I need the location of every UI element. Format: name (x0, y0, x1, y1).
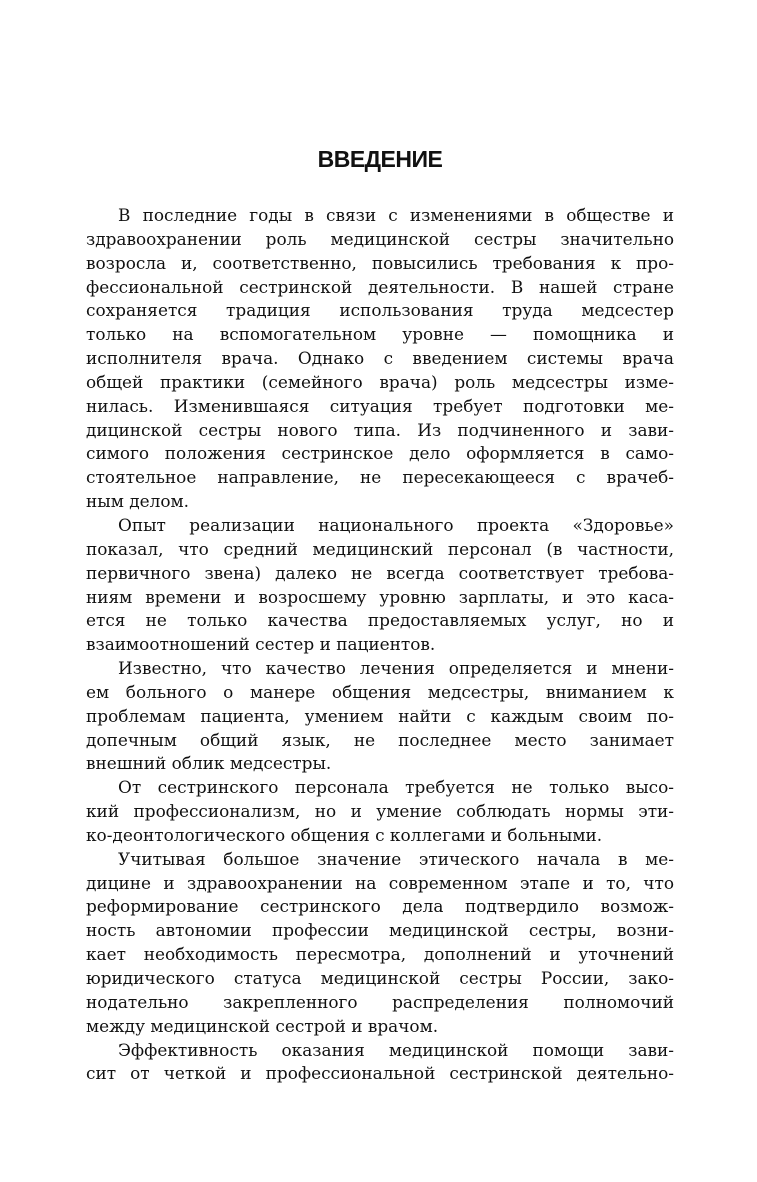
text-line: В последние годы в связи с изменениями в обществе и (118, 205, 674, 225)
text-line: Эффективность оказания медицинской помощи зави- (118, 1039, 674, 1060)
text-line: ется не только качества предоставляемых услуг, но и (86, 610, 674, 631)
text-line: только на вспомогательном уровне — помощника и (86, 324, 674, 345)
text-line: От сестринского персонала требуется не только высо- (118, 777, 674, 798)
text-line: сохраняется традиция использования труда медсестер (86, 300, 674, 321)
text-line: Опыт реализации национального проекта «Здоровье» (118, 514, 674, 535)
text-line: здравоохранении роль медицинской сестры значительно (86, 228, 674, 249)
text-line: ко-деонтологического общения с коллегами и больными. (86, 824, 603, 845)
text-line: исполнителя врача. Однако с введением системы врача (86, 348, 674, 369)
text-line: стоятельное направление, не пересекающееся с врачеб- (86, 467, 674, 488)
text-line: нилась. Изменившаяся ситуация требует подготовки ме- (86, 395, 674, 416)
text-line: ность автономии профессии медицинской сестры, возни- (86, 920, 674, 941)
text-line: между медицинской сестрой и врачом. (86, 1015, 439, 1036)
text-line: допечным общий язык, не последнее место занимает (86, 729, 674, 750)
text-line: фессиональной сестринской деятельности. В нашей стране (86, 276, 674, 297)
text-line: реформирование сестринского дела подтвердило возмож- (86, 896, 674, 917)
text-line: проблемам пациента, умением найти с каждым своим по- (86, 705, 674, 726)
text-line: сит от четкой и профессиональной сестринской деятельно- (86, 1063, 674, 1084)
text-line: дицинской сестры нового типа. Из подчиненного и зави- (86, 419, 674, 440)
text-line: внешний облик медсестры. (86, 753, 332, 774)
text-line: Учитывая большое значение этического начала в ме- (118, 848, 674, 869)
text-line: кает необходимость пересмотра, дополнений и уточнений (86, 944, 674, 965)
text-line: Известно, что качество лечения определяется и мнени- (118, 658, 674, 679)
text-line: возросла и, соответственно, повысились требования к про- (86, 252, 674, 273)
text-line: ным делом. (86, 491, 190, 512)
text-line: показал, что средний медицинский персонал (в частности, (86, 538, 674, 559)
page-title: ВВЕДЕНИЕ (317, 146, 443, 172)
text-line: первичного звена) далеко не всегда соответствует требова- (86, 562, 674, 583)
text-line: симого положения сестринское дело оформляется в само- (86, 443, 674, 464)
text-line: ниям времени и возросшему уровню зарплаты, и это каса- (86, 586, 674, 607)
text-line: нодательно закрепленного распределения полномочий (86, 991, 674, 1012)
text-line: юридического статуса медицинской сестры России, зако- (86, 968, 674, 988)
text-line: ем больного о манере общения медсестры, вниманием к (86, 681, 674, 702)
text-line: общей практики (семейного врача) роль медсестры изме- (86, 371, 674, 392)
text-line: взаимоотношений сестер и пациентов. (86, 634, 436, 655)
text-line: дицине и здравоохранении на современном этапе и то, что (86, 872, 674, 893)
body-text (86, 204, 674, 1086)
text-line: кий профессионализм, но и умение соблюдать нормы эти- (86, 801, 674, 822)
document-page (86, 144, 674, 1086)
